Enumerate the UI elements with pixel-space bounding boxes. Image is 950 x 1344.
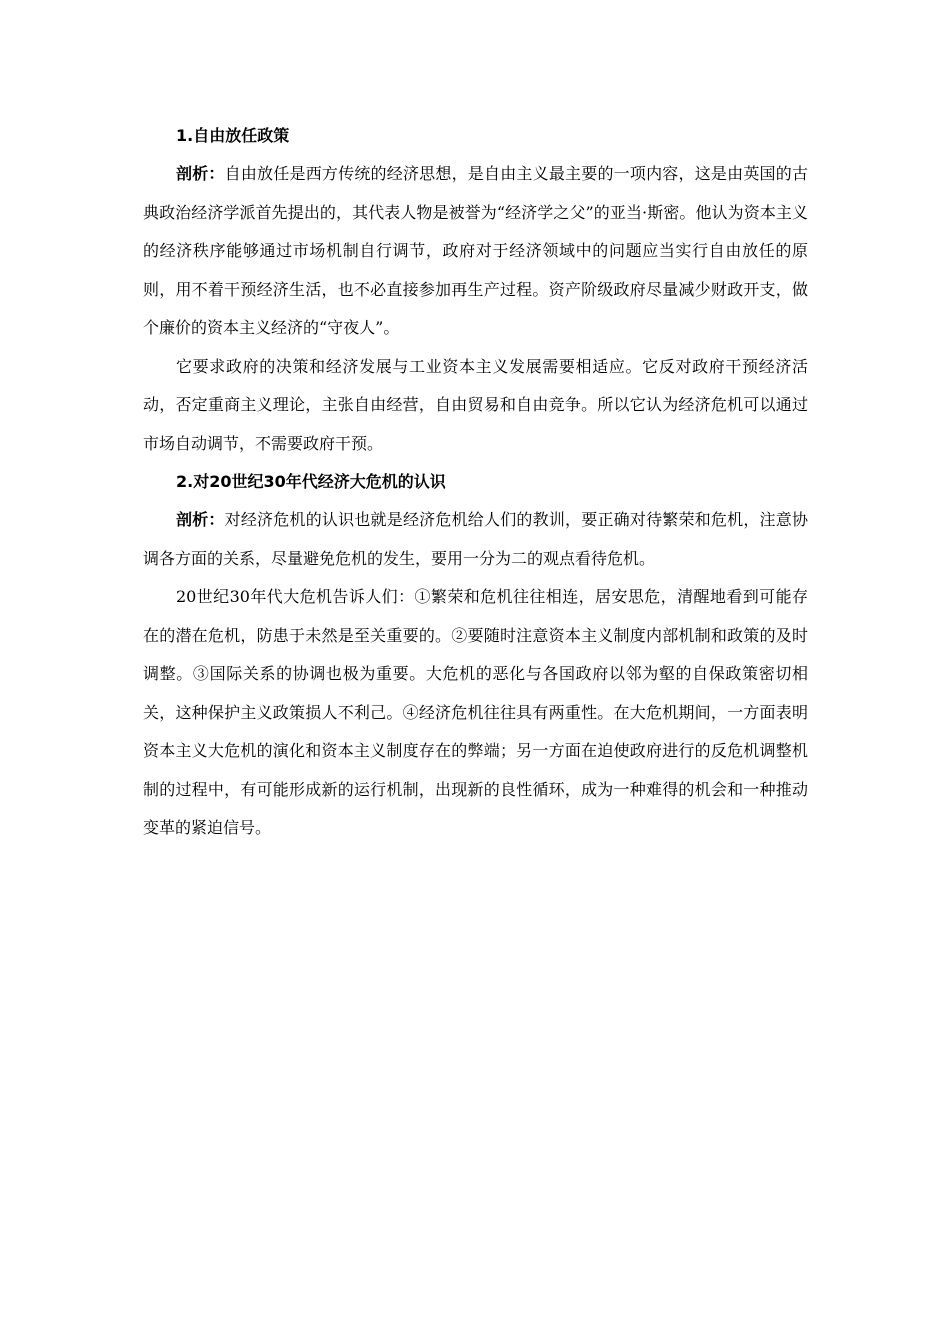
section2-paragraph2: 20世纪30年代大危机告诉人们：①繁荣和危机往往相连，居安思危，清醒地看到可能存在的潜在危机，防患于未然是至关重要的。②要随时注意资本主义制度内部机制和政策的及时调整。③国际关系的协调也极为重要。大危机的恶化与各国政府以邻为壑的自保政策密切相关，这种保护主义政策损人不利己。④经济危机往往具有两重性。在大危机期间，一方面表明资本主义大危机的演化和资本主义制度存在的弊端；另一方面在迫使政府进行的反危机调整机制的过程中，有可能形成新的运行机制，出现新的良性循环，成为一种难得的机会和一种推动变革的紧迫信号。 [143, 587, 808, 837]
section1-analysis-text: 自由放任是西方传统的经济思想，是自由主义最主要的一项内容，这是由英国的古典政治经济学派首先提出的，其代表人物是被誉为“经济学之父”的亚当·斯密。他认为资本主义的经济秩序能够通过市场机制自行调节，政府对于经济领域中的问题应当实行自由放任的原则，用不着干预经济生活，也不必直接参加再生产过程。资产阶级政府尽量减少财政开支，做个廉价的资本主义经济的“守夜人”。 [143, 164, 808, 337]
section1-paragraph2: 它要求政府的决策和经济发展与工业资本主义发展需要相适应。它反对政府干预经济活动，否定重商主义理论，主张自由经营，自由贸易和自由竞争。所以它认为经济危机可以通过市场自动调节，不需要政府干预。 [143, 356, 808, 453]
section2-analysis-label: 剖析： [176, 510, 225, 529]
section2-analysis-text: 对经济危机的认识也就是经济危机给人们的教训，要正确对待繁荣和危机，注意协调各方面的关系，尽量避免危机的发生，要用一分为二的观点看待危机。 [143, 510, 808, 568]
section1-analysis-label: 剖析： [176, 164, 225, 183]
section1-heading: 1.自由放任政策 [176, 126, 290, 145]
section2-analysis [143, 501, 808, 578]
section1-analysis [143, 155, 808, 348]
document-page [143, 117, 808, 848]
section2-heading: 2.对20世纪30年代经济大危机的认识 [176, 472, 446, 491]
